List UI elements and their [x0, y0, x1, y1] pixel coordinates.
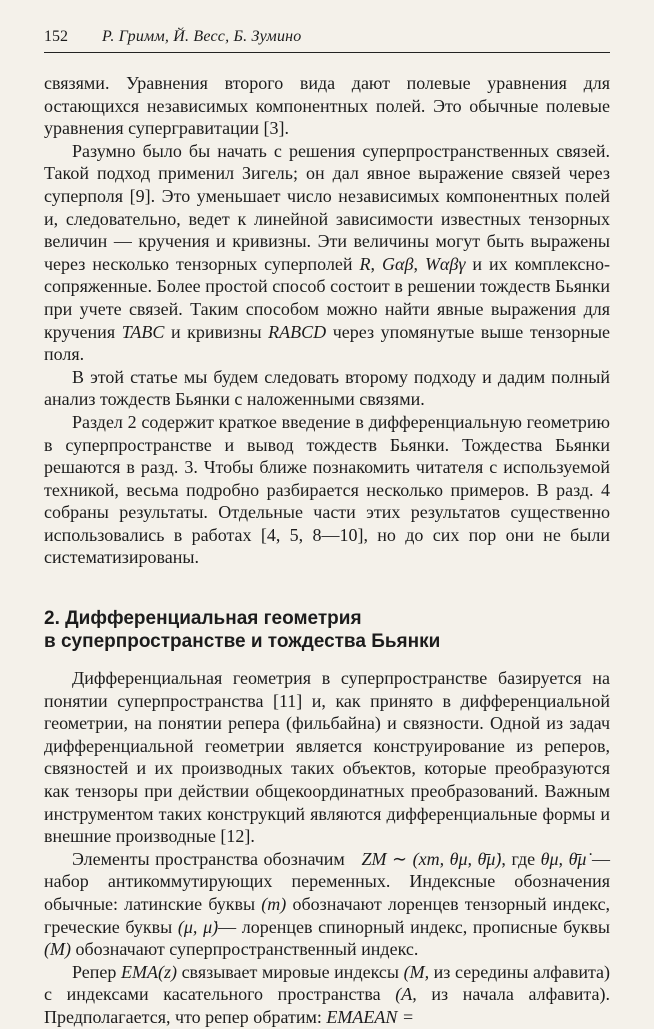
p2-text-a: Разумно было бы начать с решения суперпространственных связей. Такой подход применил Зигель; он дал явное выражение связей через суперполя [9]. Это уменьшает число независимых компонентных полей и, следовательно, ведет к линейной зависимости известных тензорных величин — кручения и кривизны. Эти величины могут быть выражены через несколько тензорных суперполей — [44, 140, 610, 274]
p6-text-b: , где — [501, 848, 536, 869]
running-header — [44, 26, 610, 53]
superfield-R: R — [359, 253, 371, 274]
latin-index: (m) — [261, 894, 287, 914]
paragraph-4: Раздел 2 содержит краткое введение в дифференциальную геометрию в суперпространстве и вывод тождеств Бьянки. Тождества Бьянки решаются в разд. 3. Чтобы ближе познакомить читателя с используемой техникой, весьма подробно разбирается несколько примеров. В разд. 4 собраны результаты. Отдельные части этих результатов существенно использовались в работах [4, 5, 8—10], но до сих пор они не были систематизированы. — [44, 411, 610, 568]
p6-text-a: Элементы пространства обозначим — [72, 848, 345, 869]
p7-text-c: из середины алфавита) с индексами касательного пространства — [44, 961, 611, 1005]
section-title-line-2: в суперпространстве и тождества Бьянки — [44, 631, 441, 653]
capital-index: (M) — [44, 939, 71, 960]
p7-text-d: из начала алфавита). Предполагается, что репер обратим: — [44, 984, 610, 1027]
p6-text-e: — лоренцев спинорный индекс, прописные буквы — [218, 916, 610, 937]
inverse-relation: EMAEAN = — [326, 1006, 414, 1027]
paragraph-5: Дифференциальная геометрия в суперпространстве базируется на понятии суперпространства [11] и, как принято в дифференциальной геометрии, на понятии репера (фильбайна) и связности. Одной из задач дифференциальной геометрии является конструирование из реперов, связностей и их производных таких объектов, которые преобразуются как тензоры при действии общекоординатных преобразований. Важным инструментом таких конструкций являются дифференциальные формы и внешние производные [12]. — [44, 668, 610, 847]
p2-text-d: через упомянутые выше тензорные поля. — [44, 321, 611, 365]
page-number: 152 — [44, 28, 68, 45]
superfield-W: Wαβγ — [424, 253, 466, 274]
vielbein-symbol: EMA(z) — [120, 961, 177, 982]
section-title-line-1: 2. Дифференциальная геометрия — [44, 608, 362, 630]
torsion-T: TABC — [121, 321, 165, 342]
greek-index: (μ, μ̇) — [177, 916, 219, 937]
p7-text-a: Репер — [72, 961, 117, 982]
superfield-G: Gαβ — [382, 253, 414, 274]
paragraph-6 — [44, 848, 610, 961]
world-index: (M, — [403, 961, 430, 982]
curvature-R: RABCD — [268, 321, 327, 342]
p2-text-b: и их комплексно-сопряженные. Более простой способ состоит в решении тождеств Бьянки при учете связей. Таким способом можно найти явные выражения для кручения — [44, 253, 611, 342]
p6-text-f: обозначают суперпространственный индекс. — [75, 939, 419, 960]
tangent-index: (A, — [395, 984, 417, 1005]
running-head-authors: Р. Гримм, Й. Весс, Б. Зумино — [102, 28, 302, 45]
p6-text-c: — набор антикоммутирующих переменных. Индексные обозначения обычные: латинские буквы — [44, 848, 610, 914]
section-title — [44, 607, 610, 653]
paragraph-7 — [44, 961, 610, 1029]
p2-text-c: и кривизны — [170, 321, 262, 342]
p7-text-b: связывает мировые индексы — [181, 961, 399, 982]
coordinate-formula: ZM ∼ (xm, θμ, θ̄μ̇) — [361, 848, 502, 869]
paragraph-3: В этой статье мы будем следовать второму подходу и дадим полный анализ тождеств Бьянки с наложенными связями. — [44, 366, 610, 410]
paragraph-1: связями. Уравнения второго вида дают полевые уравнения для остающихся независимых компонентных полей. Это обычные полевые уравнения супергравитации [3]. — [44, 73, 610, 139]
article-body — [44, 72, 610, 1029]
p6-text-d: обозначают лоренцев тензорный индекс, греческие буквы — [44, 894, 610, 937]
theta-list: θμ, θ̄μ̇ — [540, 848, 587, 869]
paragraph-2: Разумно было бы начать с решения суперпространственных связей. Такой подход применил Зигель; он дал явное выражение связей через суперполя [9]. Это уменьшает число независимых компонентных полей и, следовательно, ведет к линейной зависимости известных тензорных величин — кручения и кривизны. Эти величины могут быть выражены через несколько тензорных суперполей R, Gαβ, Wαβγ и их комплексно-сопряженные. Более простой способ состоит в решении тождеств Бьянки при учете связей. Таким способом можно найти явные выражения для кручения TABC и кривизны RABCD через упомянутые выше тензорные поля. — [44, 140, 611, 365]
